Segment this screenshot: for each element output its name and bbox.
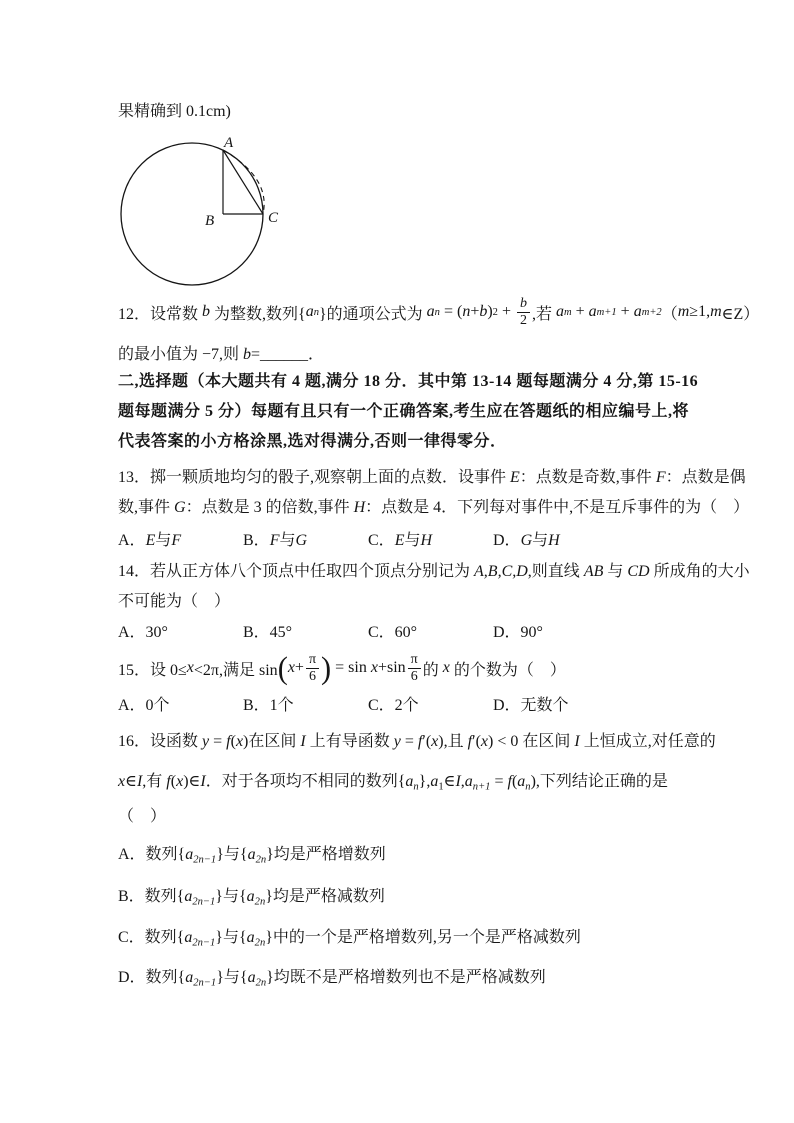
segment-ac [223, 150, 263, 214]
section2-header-line1: 二,选择题（本大题共有 4 题,满分 18 分．其中第 13-14 题每题满分 4 分,第 15-16 [118, 373, 699, 390]
q16-option-a: A．数列$\{a_{2n-1}\}$与$\{a_{2n}\}$均是严格增数列 [118, 846, 386, 866]
q13-options-row [118, 527, 688, 549]
q13-option-c: C．E与H [368, 532, 433, 549]
q15-option-d: D．无数个 [493, 697, 569, 714]
q13-option-d: D．G与H [493, 532, 560, 549]
figure-label-a: A [224, 135, 234, 151]
figure-label-c: C [268, 210, 279, 226]
q16-line2: x∈I,有 f(x)∈I．对于各项均不相同的数列$\{a_n\},a_1\in I,a_{n+1} = f(a_n)$,下列结论正确的是 [118, 773, 668, 793]
q15-option-c: C．2个 [368, 697, 419, 714]
q14-option-a: A．30° [118, 624, 168, 641]
q16-line1: 16．设函数 y = f(x)在区间 I 上有导函数 y = f′(x),且 f′(x) < 0 在区间 I 上恒成立,对任意的 [118, 733, 716, 750]
q15-option-b: B．1个 [243, 697, 294, 714]
q14-option-b: B．45° [243, 624, 293, 641]
q15-option-a: A．0个 [118, 697, 170, 714]
q16-line3: （ ） [118, 808, 167, 825]
q15-options-row [118, 692, 688, 714]
q14-option-c: C．60° [368, 624, 418, 641]
q14-option-d: D．90° [493, 624, 543, 641]
q16-option-c: C．数列$\{a_{2n-1}\}$与$\{a_{2n}\}$中的一个是严格增数列,另一个是严格减数列 [118, 929, 581, 949]
q14-line1: 14．若从正方体八个顶点中任取四个顶点分别记为 A,B,C,D,则直线 AB 与 CD 所成角的大小 [118, 563, 750, 580]
figure-label-b: B [205, 213, 215, 229]
q15-line1: 15．设 0≤ x <2π,满足 sin ( x + $\frac{\pi}{6}$ ) = sin x +sin $\frac{\pi}{6}$ 的 x 的个数为（ ） [118, 649, 566, 686]
section2-header-line3: 代表答案的小方格涂黑,选对得满分,否则一律得零分． [118, 433, 507, 450]
intro-line: 果精确到 0.1cm) [118, 103, 231, 120]
q14-options-row [118, 619, 688, 641]
q13-line2: 数,事件 G：点数是 3 的倍数,事件 H：点数是 4．下列每对事件中,不是互斥事件的为（ ） [118, 499, 750, 516]
geometry-figure [112, 134, 292, 296]
section2-header-line2: 题每题满分 5 分）每题有且只有一个正确答案,考生应在答题纸的相应编号上,将 [118, 403, 690, 420]
q14-line2: 不可能为（ ） [118, 593, 231, 610]
q16-option-d: D．数列$\{a_{2n-1}\}$与$\{a_{2n}\}$均既不是严格增数列也不是严格减数列 [118, 969, 546, 989]
q16-option-b: B．数列$\{a_{2n-1}\}$与$\{a_{2n}\}$均是严格减数列 [118, 888, 385, 908]
q13-option-a: A．E与F [118, 532, 182, 549]
q12-line1: 12．设常数 b 为整数,数列{ a n }的通项公式为 a n = ( n + b ) 2 + $\frac{b}{2}$ ,若 a m + a m+1 + a m+2 （ m ≥1, m ∈Z） [118, 296, 760, 328]
q13-option-b: B．F与G [243, 532, 308, 549]
q13-line1: 13．掷一颗质地均匀的骰子,观察朝上面的点数．设事件 E：点数是奇数,事件 F：点数是偶 [118, 469, 746, 486]
q12-line2: 的最小值为 −7,则 b=______． [118, 346, 325, 363]
